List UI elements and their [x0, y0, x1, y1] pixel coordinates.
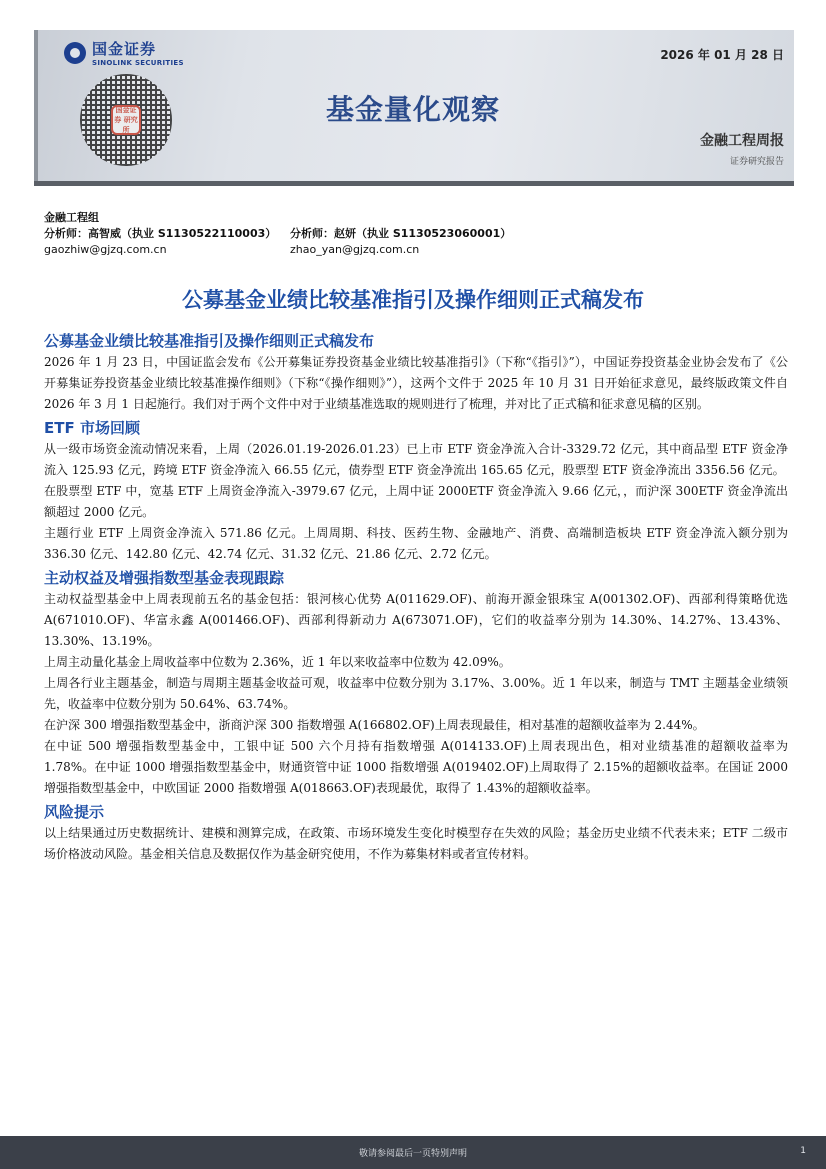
page-footer — [0, 1136, 826, 1169]
paragraph: 上周各行业主题基金，制造与周期主题基金收益可观，收益率中位数分别为 3.17%、3.00%。近 1 年以来，制造与 TMT 主题基金业绩领先，收益率中位数分别为 50.64%、63.74%。 — [44, 676, 788, 711]
team-name: 金融工程组 — [44, 211, 99, 224]
paragraph: 在股票型 ETF 中，宽基 ETF 上周资金净流入-3979.67 亿元，上周中证 2000ETF 资金净流入 9.66 亿元，，而沪深 300ETF 资金净流出额超过 2000 亿元。 — [44, 484, 788, 519]
report-subtype: 证券研究报告 — [729, 157, 784, 167]
logo-cn-text: 国金证券 — [92, 40, 157, 58]
footer-disclaimer: 敬请参阅最后一页特别声明 — [358, 1149, 467, 1159]
report-date: 2026 年 01 月 28 日 — [660, 48, 784, 62]
paragraph: 2026 年 1 月 23 日，中国证监会发布《公开募集证券投资基金业绩比较基准指引》（下称“《指引》”），中国证券投资基金业协会发布了《公开募集证券投资基金业绩比较基准操作细则》（下称“《操作细则》”），这两个文件于 2025 年 10 月 31 日开始征求意见，最终版政策文件自 2026 年 3 月 1 日起施行。我们对于两个文件中对于业绩基准选取的规则进行了梳理，并对比了正式稿和征求意见稿的区别。 — [44, 355, 788, 411]
paragraph: 主题行业 ETF 上周资金净流入 571.86 亿元。上周周期、科技、医药生物、金融地产、消费、高端制造板块 ETF 资金净流入额分别为 336.30 亿元、142.80 亿元、42.74 亿元、31.32 亿元、21.86 亿元、2.72 亿元。 — [44, 526, 788, 561]
analyst-1-name: 分析师：高智威（执业 S1130522110003） — [44, 227, 277, 240]
company-logo — [64, 38, 184, 67]
analyst-block — [44, 210, 536, 258]
section-heading: 风险提示 — [44, 803, 105, 821]
paragraph: 主动权益型基金中上周表现前五名的基金包括：银河核心优势 A(011629.OF)、前海开源金银珠宝 A(001302.OF)、西部利得策略优选 A(671010.OF)、华富永鑫 A(001466.OF)、西部利得新动力 A(673071.OF)，它们的收益率分别为 14.30%、14.27%、13.43%、13.30%、13.19%。 — [44, 592, 788, 648]
logo-mark-icon — [64, 42, 86, 64]
qr-code-icon — [80, 74, 172, 166]
report-title: 基金量化观察 — [326, 93, 501, 126]
report-body — [44, 328, 788, 865]
section-heading: ETF 市场回顾 — [44, 419, 140, 437]
paragraph: 从一级市场资金流动情况来看，上周（2026.01.19-2026.01.23）已上市 ETF 资金净流入合计-3329.72 亿元，其中商品型 ETF 资金净流入 125.93 亿元，跨境 ETF 资金净流入 66.55 亿元，债券型 ETF 资金净流出 165.65 亿元，股票型 ETF 资金净流出 3356.56 亿元。 — [44, 442, 788, 477]
qr-center-logo: 国金证券 研究所 — [111, 105, 141, 135]
section-heading: 主动权益及增强指数型基金表现跟踪 — [44, 569, 285, 587]
paragraph: 上周主动量化基金上周收益率中位数为 2.36%，近 1 年以来收益率中位数为 42.09%。 — [44, 655, 511, 669]
analyst-2-email[interactable]: zhao_yan@gjzq.com.cn — [290, 243, 420, 256]
logo-en-text: SINOLINK SECURITIES — [92, 59, 184, 67]
section-heading: 公募基金业绩比较基准指引及操作细则正式稿发布 — [44, 332, 375, 350]
report-type: 金融工程周报 — [700, 133, 784, 149]
header-banner — [34, 30, 794, 186]
main-title: 公募基金业绩比较基准指引及操作细则正式稿发布 — [182, 288, 644, 312]
paragraph: 在中证 500 增强指数型基金中，工银中证 500 六个月持有指数增强 A(014133.OF)上周表现出色，相对业绩基准的超额收益率为 1.78%。在中证 1000 增强指数型基金中，财通资管中证 1000 指数增强 A(019402.OF)上周取得了 2.15%的超额收益率。在国证 2000 增强指数型基金中，中欧国证 2000 指数增强 A(018663.OF)表现最优，取得了 1.43%的超额收益率。 — [44, 739, 788, 795]
banner-frame — [34, 30, 38, 181]
analyst-2-name: 分析师：赵妍（执业 S1130523060001） — [290, 227, 512, 240]
page-number: 1 — [800, 1146, 806, 1156]
paragraph: 以上结果通过历史数据统计、建模和测算完成，在政策、市场环境发生变化时模型存在失效的风险；基金历史业绩不代表未来；ETF 二级市场价格波动风险。基金相关信息及数据仅作为基金研究使用，不作为募集材料或者宣传材料。 — [44, 826, 788, 861]
paragraph: 在沪深 300 增强指数型基金中，浙商沪深 300 指数增强 A(166802.OF)上周表现最佳，相对基准的超额收益率为 2.44%。 — [44, 718, 705, 732]
analyst-1-email[interactable]: gaozhiw@gjzq.com.cn — [44, 243, 167, 256]
